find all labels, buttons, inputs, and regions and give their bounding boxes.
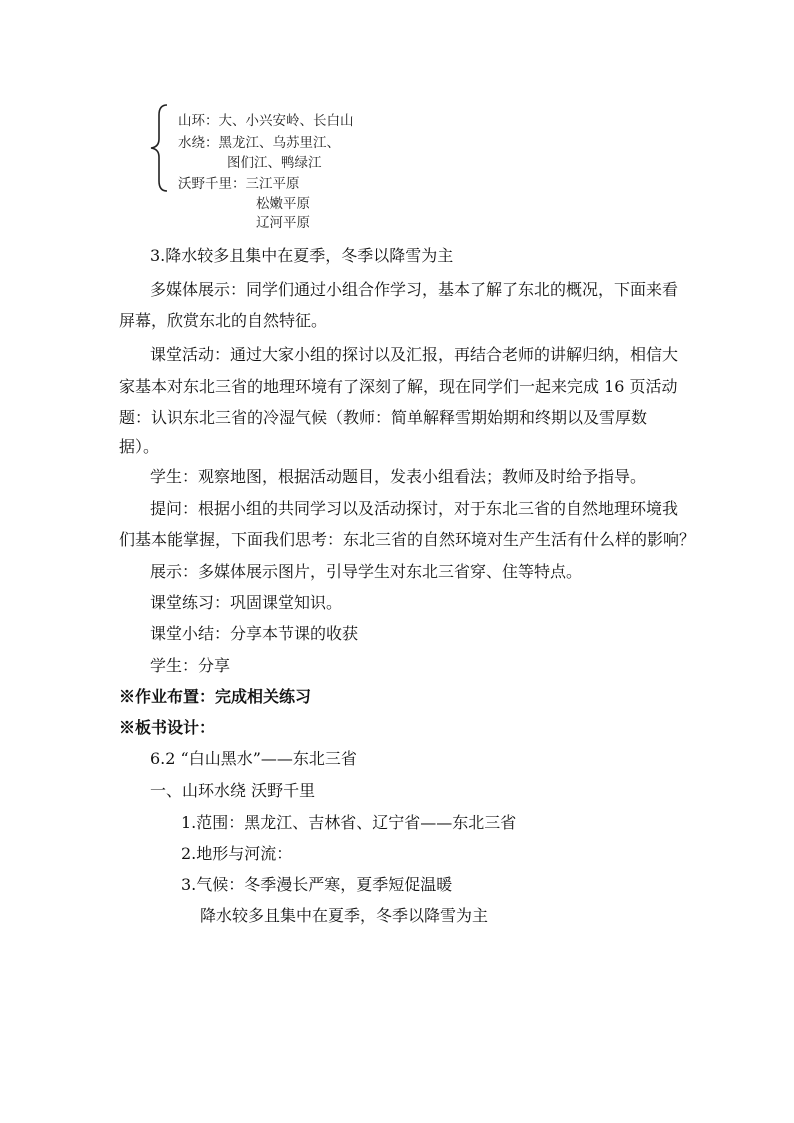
paragraph-activity-1: 课堂活动：通过大家小组的探讨以及汇报，再结合老师的讲解归纳，相信大	[150, 345, 679, 364]
diagram-line-1: 山环：大、小兴安岭、长白山	[178, 113, 354, 129]
paragraph-activity-2: 家基本对东北三省的地理环境有了深刻了解，现在同学们一起来完成 16 页活动	[119, 377, 678, 396]
paragraph-multimedia-2: 屏幕，欣赏东北的自然特征。	[119, 311, 328, 330]
paragraph-question-1: 提问：根据小组的共同学习以及活动探讨，对于东北三省的自然地理环境我	[150, 499, 679, 518]
section-board-design: ※板书设计：	[119, 718, 216, 737]
paragraph-question-2: 们基本能掌握，下面我们思考：东北三省的自然环境对生产生活有什么样的影响？	[119, 530, 696, 549]
paragraph-precipitation: 3.降水较多且集中在夏季，冬季以降雪为主	[150, 246, 454, 265]
board-item-terrain: 2.地形与河流：	[181, 844, 293, 863]
paragraph-display: 展示：多媒体展示图片，引导学生对东北三省穿、住等特点。	[150, 562, 583, 581]
board-item-climate: 3.气候：冬季漫长严寒，夏季短促温暖	[181, 875, 453, 894]
board-heading-1: 一、山环水绕 沃野千里	[150, 781, 316, 800]
paragraph-activity-4: 据）。	[119, 437, 160, 456]
paragraph-student-share: 学生：分享	[150, 656, 231, 675]
diagram-line-6: 辽河平原	[256, 215, 310, 231]
paragraph-summary: 课堂小结：分享本节课的收获	[150, 624, 359, 643]
paragraph-activity-3: 题：认识东北三省的冷湿气候（教师：简单解释雪期始期和终期以及雪厚数	[119, 408, 648, 427]
section-homework: ※作业布置：完成相关练习	[119, 687, 312, 706]
paragraph-multimedia-1: 多媒体展示：同学们通过小组合作学习，基本了解了东北的概况，下面来看	[150, 280, 679, 299]
paragraph-practice: 课堂练习：巩固课堂知识。	[150, 593, 343, 612]
diagram-line-2: 水绕：黑龙江、乌苏里江、	[178, 135, 340, 151]
diagram-line-4: 沃野千里：三江平原	[178, 176, 300, 192]
board-item-precipitation: 降水较多且集中在夏季，冬季以降雪为主	[200, 906, 489, 925]
paragraph-student-observe: 学生：观察地图，根据活动题目，发表小组看法；教师及时给予指导。	[150, 467, 647, 486]
diagram-line-3: 图们江、鸭绿江	[227, 155, 322, 171]
board-item-scope: 1.范围：黑龙江、吉林省、辽宁省——东北三省	[181, 813, 517, 832]
curly-brace	[145, 103, 175, 193]
board-title: 6.2 “白山黑水”——东北三省	[150, 749, 357, 768]
brace-diagram	[145, 103, 405, 233]
diagram-line-5: 松嫩平原	[256, 196, 310, 212]
